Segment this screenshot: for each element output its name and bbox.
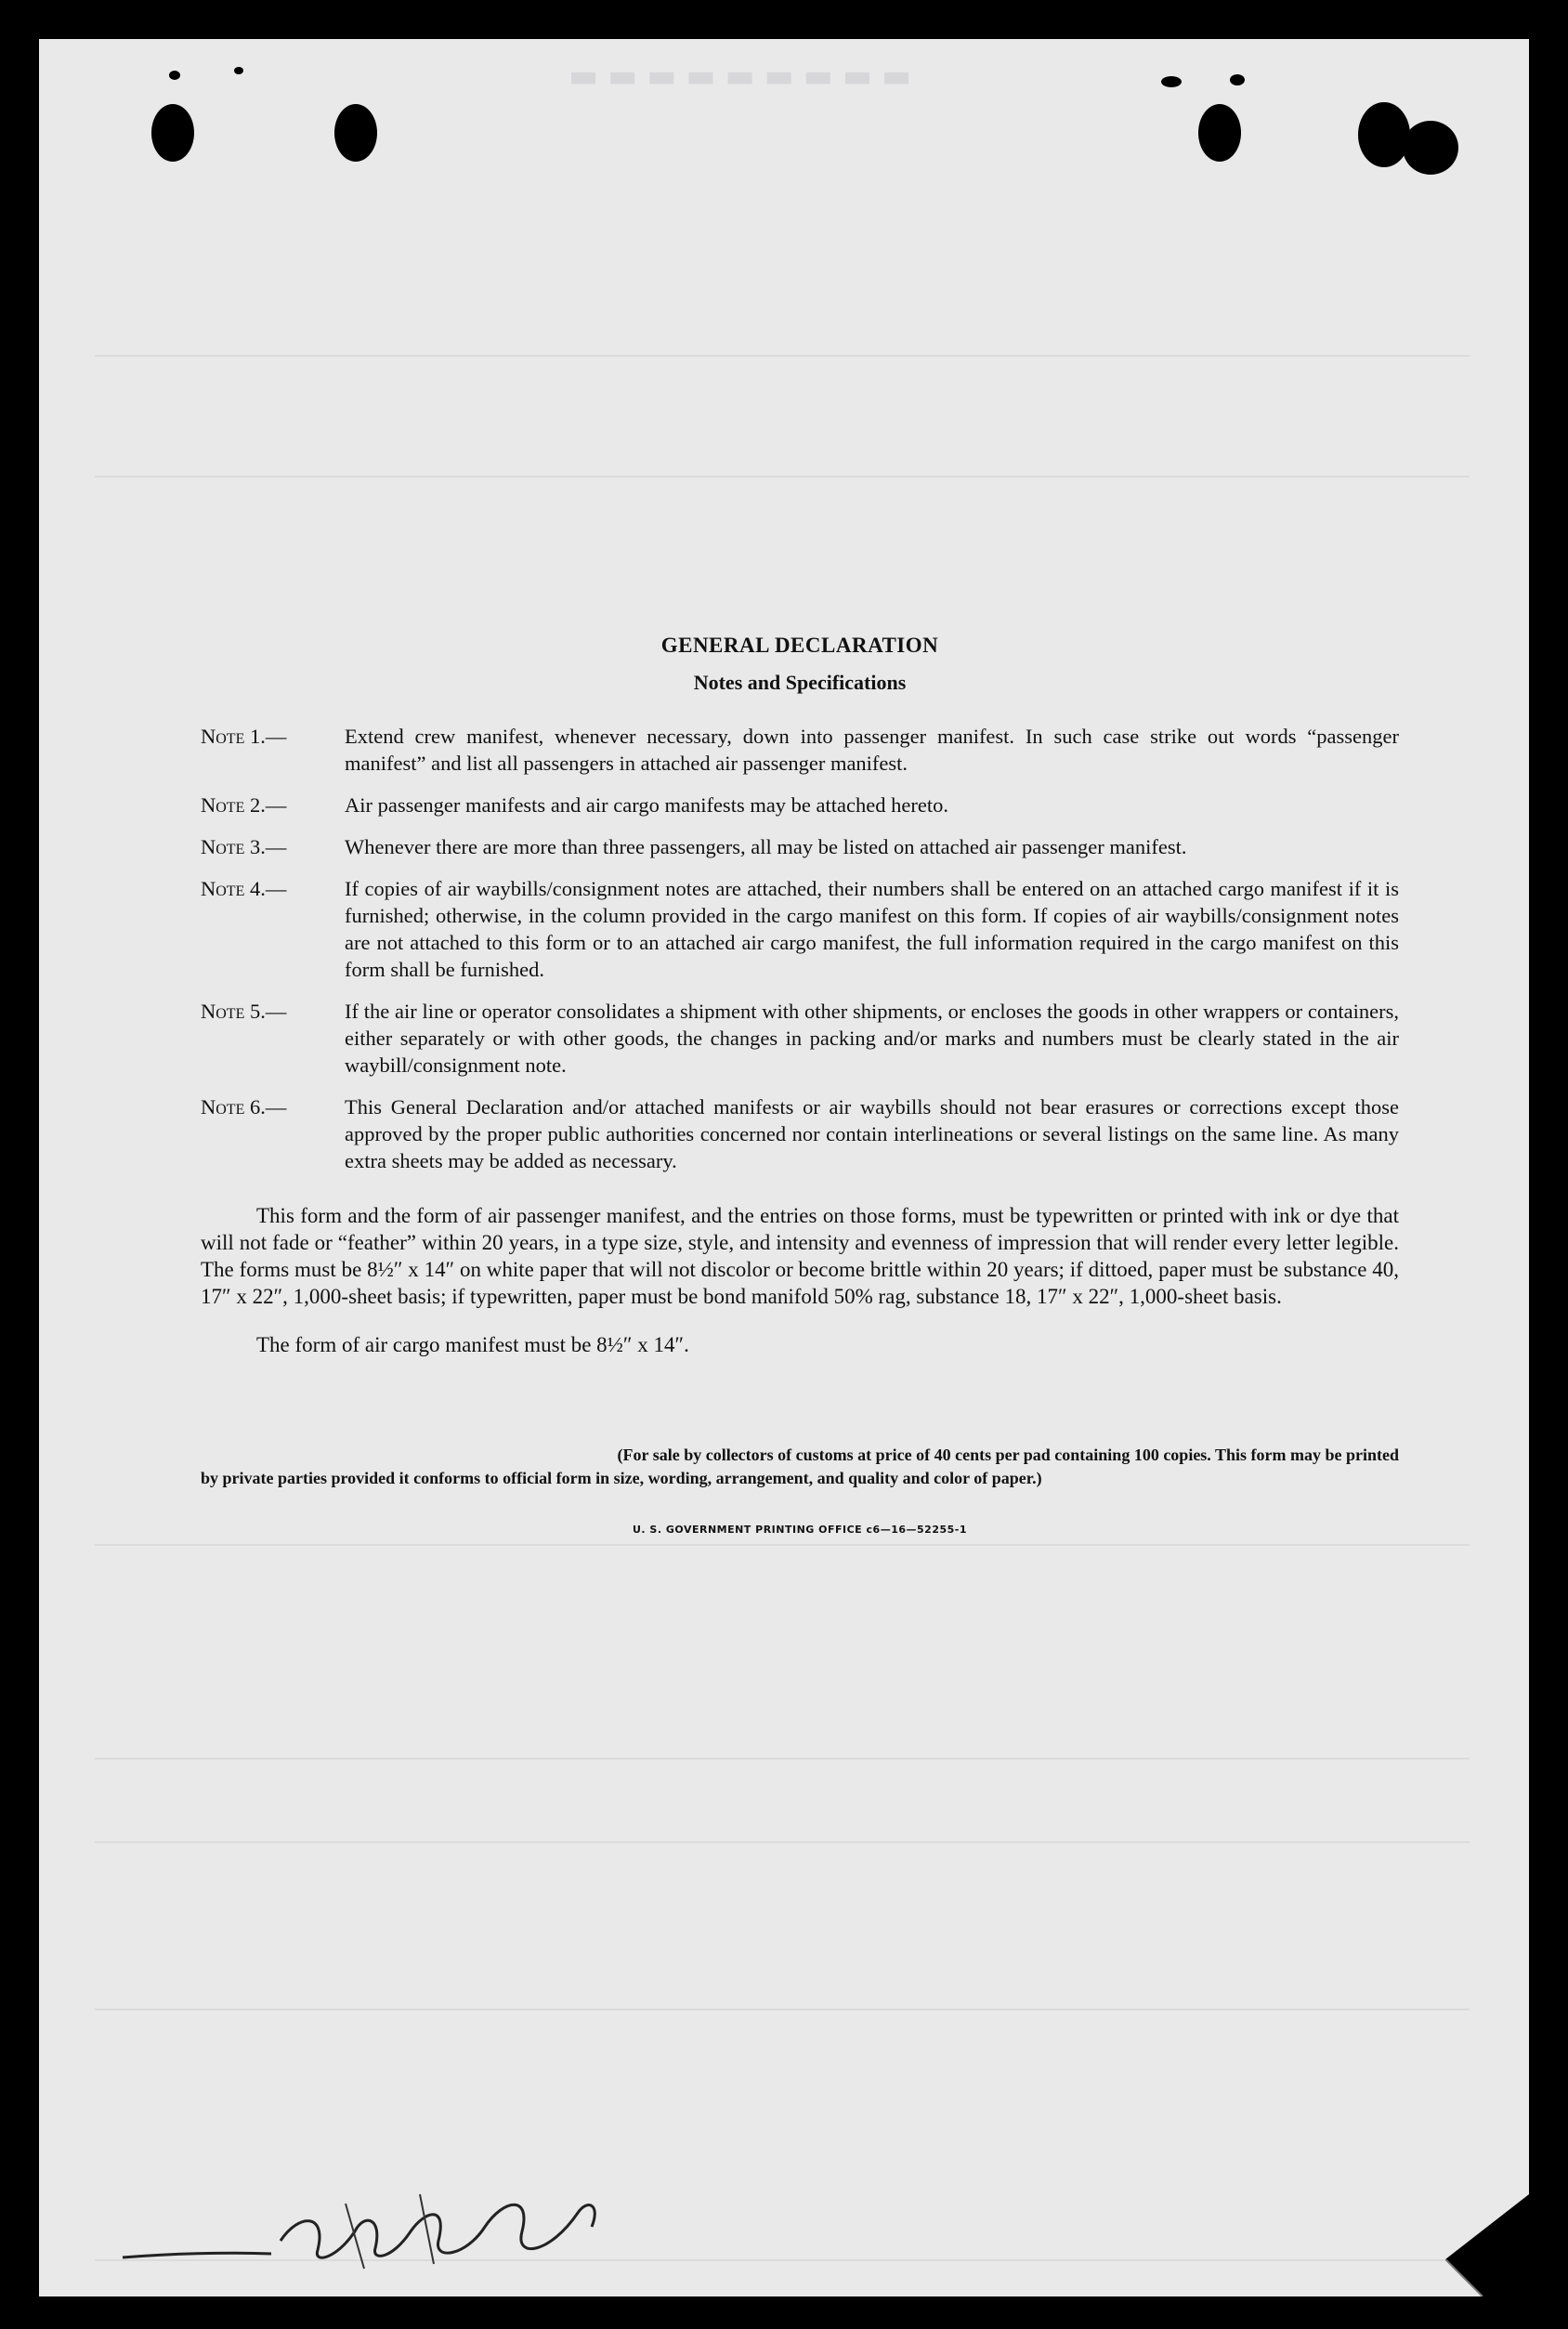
punch-hole-4 <box>1358 102 1410 167</box>
note-label: Note 1.— <box>201 725 287 748</box>
note-text: If the air line or operator consolidates a shipment with other shipments, or encloses the goods in other wrappers or containers, either separately or with other goods, the changes in packing and/or marks and numbers must be clearly stated in the air waybill/consignment note. <box>345 1000 1399 1077</box>
note-text: If copies of air waybills/consignment notes are attached, their numbers shall be entered on an attached cargo manifest if it is furnished; otherwise, in the column provided in the cargo manifest on this form. If copies of air waybills/consignment notes are not attached to this form or to an attached air cargo manifest, the full information required in the cargo manifest on this form shall be furnished. <box>345 877 1399 981</box>
note-text: Extend crew manifest, whenever necessary, down into passenger manifest. In such case strike out words “passenger manifest” and list all passengers in attached air passenger manifest. <box>345 725 1399 775</box>
note-text: This General Declaration and/or attached manifests or air waybills should not bear erasures or corrections except those approved by the proper public authorities concerned nor contain interlineations or several listings on the same line. As many extra sheets may be added as necessary. <box>345 1095 1399 1172</box>
note-text: Whenever there are more than three passengers, all may be listed on attached air passenger manifest. <box>345 835 1187 858</box>
note-text: Air passenger manifests and air cargo manifests may be attached hereto. <box>345 793 948 817</box>
punch-mark-3 <box>1161 76 1182 87</box>
punch-mark-4 <box>1230 74 1245 85</box>
note-label: Note 6.— <box>201 1095 287 1119</box>
punch-hole-3 <box>1198 104 1241 162</box>
note-1 <box>201 723 1399 777</box>
punch-hole-1 <box>151 104 194 162</box>
note-label: Note 3.— <box>201 835 287 858</box>
document-title: GENERAL DECLARATION <box>660 634 939 657</box>
printing-office-line: U. S. GOVERNMENT PRINTING OFFICE c6—16—52255-1 <box>632 1524 967 1536</box>
punch-hole-2 <box>334 104 377 162</box>
note-label: Note 4.— <box>201 877 287 900</box>
note-4 <box>201 875 1399 983</box>
document-page: ▬▬▬▬▬▬▬▬▬ GENERAL DECLARATION Notes and Specifications Note 1.— Extend crew manifest, whenever necessary, down into passenger manifest. In such case strike out words “passenger manifest” and list all passengers in attached air passenger manifest. Note 2.— Air passenger manifests and air cargo manifests may be attached hereto. Note 3.— Whenever there are more than three passengers, all may be listed on attached air passenger manifest. Note 4.— If copies of air waybills/consignment notes are attached, their numbers shall be entered on an attached cargo manifest if it is furnished; otherwise, in the column provided in the cargo manifest on this form. If copies of air waybills/consignment notes are not attached to this form or to an attached air cargo manifest, the full information required in the cargo manifest on this form shall be furnished. Note 5.— If the air line or operator consolidates a shipment with other shipments, or encloses the goods in other wrappers or containers, either separately or with other goods, the changes in packing and/or marks and numbers must be clearly stated in the air waybill/consignment note. Note 6.— This General Declaration and/or attached manifests or air waybills should not bear erasures or corrections except those approved by the proper public authorities concerned nor contain interlineations or several listings on the same line. As many extra sheets may be added as necessary. This form and the form of air passenger manifest, and the entries on those forms, must be typewritten or printed with ink or dye that will not fade or “feather” within 20 years, in a type size, style, and intensity and evenness of impression that will render every letter legible. The forms must be 8½″ x 14″ on white paper that will not discolor or become brittle within 20 years; if dittoed, paper must be substance 40, 17″ x 22″, 1,000-sheet basis; if typewritten, paper must be bond manifold 50% rag, substance 18, 17″ x 22″, 1,000-sheet basis. The form of air cargo manifest must be 8½″ x 14″. (For sale by collectors of customs at price of 40 cents per pad containing 100 copies. This form may be printed by private parties provided it conforms to official form in size, wording, arrangement, and quality and color of paper.) U. S. GOVERNMENT PRINTING OFFICE c6—16—52255-1 <box>39 39 1529 2296</box>
declaration-notes <box>201 634 1399 1536</box>
sale-notice-line-1: (For sale by collectors of customs at price of 40 cents per pad containing 100 copies. This form may be printed <box>617 1446 1399 1464</box>
note-2 <box>201 792 1399 818</box>
note-label: Note 5.— <box>201 1000 287 1023</box>
punch-mark-2 <box>234 67 243 74</box>
specification-paragraph: This form and the form of air passenger manifest, and the entries on those forms, must be typewritten or printed with ink or dye that will not fade or “feather” within 20 years, in a type size, style, and intensity and evenness of impression that will render every letter legible. The forms must be 8½″ x 14″ on white paper that will not discolor or become brittle within 20 years; if dittoed, paper must be substance 40, 17″ x 22″, 1,000-sheet basis; if typewritten, paper must be bond manifold 50% rag, substance 18, 17″ x 22″, 1,000-sheet basis. <box>201 1204 1399 1308</box>
torn-edge <box>1403 121 1458 175</box>
note-3 <box>201 833 1399 860</box>
document-subtitle: Notes and Specifications <box>693 671 907 694</box>
folded-corner-icon <box>1445 2194 1529 2296</box>
punch-mark-1 <box>169 71 180 80</box>
note-label: Note 2.— <box>201 793 287 817</box>
cargo-manifest-paragraph: The form of air cargo manifest must be 8½″ x 14″. <box>256 1333 689 1356</box>
signature-icon <box>113 2176 615 2287</box>
sale-notice <box>201 1444 1399 1490</box>
note-5 <box>201 998 1399 1079</box>
note-6 <box>201 1093 1399 1174</box>
sale-notice-line-2: by private parties provided it conforms to official form in size, wording, arrangement, and quality and color of paper.) <box>201 1469 1042 1487</box>
